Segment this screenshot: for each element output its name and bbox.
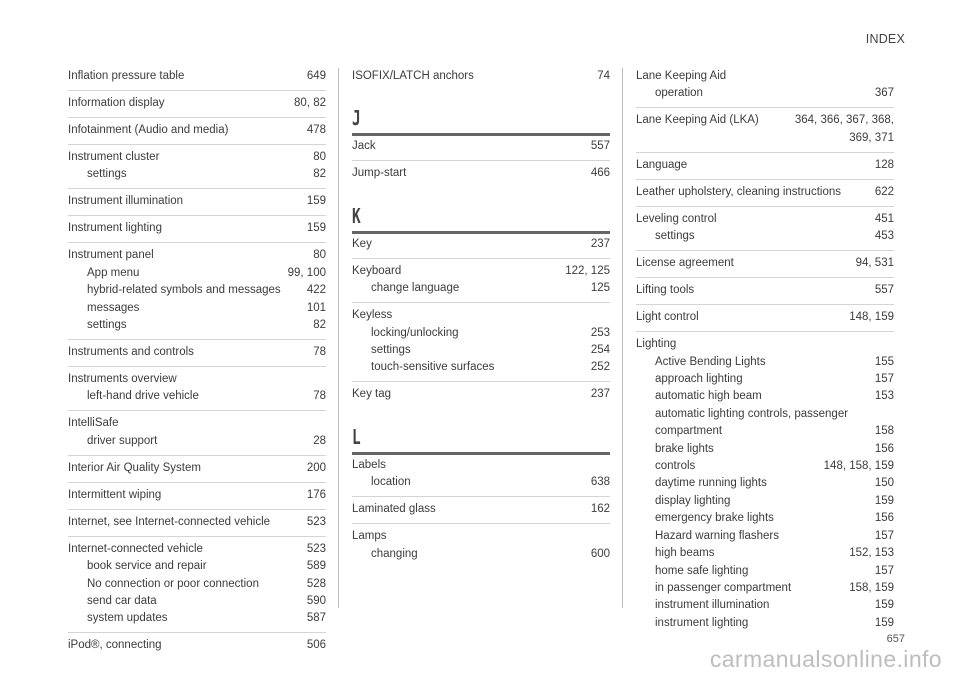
index-entry <box>68 242 326 334</box>
index-entry <box>68 144 326 184</box>
index-page-refs: 128 <box>874 158 894 171</box>
index-term: Information display <box>68 97 165 109</box>
index-page-refs: 78 <box>313 346 326 359</box>
index-page-refs: 200 <box>306 461 326 474</box>
index-term: Lighting <box>636 338 677 351</box>
index-subpage-refs: 153 <box>874 390 894 403</box>
index-page-refs: 94, 531 <box>855 257 894 270</box>
index-subpage-refs: 254 <box>590 344 610 357</box>
index-entry-main <box>636 277 894 299</box>
index-entry-main <box>68 366 326 388</box>
index-entry <box>68 455 326 477</box>
index-term: Lifting tools <box>636 284 695 297</box>
index-term: Light control <box>636 311 699 324</box>
index-subpage-refs: 638 <box>590 476 610 489</box>
index-subterm: compartment <box>655 425 723 438</box>
index-term: Keyboard <box>352 264 402 277</box>
index-entry-main <box>68 90 326 112</box>
index-entry <box>68 410 326 450</box>
index-subterm: instrument illumination <box>655 599 770 612</box>
index-entry-main <box>636 331 894 353</box>
index-entry-main <box>352 138 610 155</box>
index-subterm: emergency brake lights <box>655 512 774 525</box>
section-rule <box>352 133 610 136</box>
index-page-refs: 80 <box>313 151 326 163</box>
index-subpage-refs: 159 <box>874 616 894 629</box>
index-subterm: settings <box>371 344 411 357</box>
index-subentry <box>68 610 326 627</box>
index-subentry <box>636 597 894 614</box>
letter-section-heading <box>352 203 610 234</box>
index-entry <box>68 215 326 237</box>
index-page-refs: 649 <box>306 70 326 82</box>
index-entry <box>68 90 326 112</box>
index-subterm: display lighting <box>655 494 731 507</box>
index-entry <box>352 523 610 563</box>
index-entry-main <box>68 482 326 504</box>
section-letter: J <box>352 106 361 131</box>
index-entry <box>68 188 326 210</box>
index-subentry <box>68 593 326 610</box>
index-entry-main <box>352 160 610 182</box>
index-term: Key tag <box>352 388 391 401</box>
index-subpage-refs: 157 <box>874 529 894 542</box>
page-number: 657 <box>886 633 905 645</box>
index-subentry <box>68 166 326 183</box>
index-subentry <box>636 388 894 405</box>
index-subterm: settings <box>87 168 127 181</box>
index-term: Leather upholstery, cleaning instructions <box>636 185 841 198</box>
index-entry-main <box>68 455 326 477</box>
index-entry <box>68 536 326 628</box>
index-entry-main <box>352 496 610 518</box>
index-entry-main <box>352 523 610 545</box>
index-subpage-refs: 82 <box>313 168 326 181</box>
index-subentry <box>68 317 326 334</box>
index-subentry <box>636 545 894 562</box>
index-subpage-refs: 157 <box>874 564 894 577</box>
index-term: Leveling control <box>636 212 717 225</box>
index-entry-main <box>68 68 326 85</box>
index-page-refs: 80, 82 <box>294 97 326 109</box>
index-entry <box>68 68 326 85</box>
index-page-refs: 506 <box>306 639 326 652</box>
index-subpage-refs: 156 <box>874 512 894 525</box>
index-entry <box>636 250 894 272</box>
index-term: Laminated glass <box>352 503 436 516</box>
index-subpage-refs: 589 <box>306 560 326 573</box>
index-column-1 <box>68 68 326 655</box>
index-subpage-refs: 156 <box>874 442 894 455</box>
index-subentry <box>352 546 610 563</box>
index-subpage-refs: 587 <box>306 612 326 625</box>
index-subpage-refs: 252 <box>590 361 610 374</box>
index-page-refs: 74 <box>597 70 610 82</box>
index-subterm: high beams <box>655 547 715 560</box>
index-subpage-refs: 99, 100 <box>287 266 326 279</box>
index-page-refs: 176 <box>306 488 326 501</box>
index-subpage-refs: 253 <box>590 326 610 339</box>
index-subentry <box>636 475 894 492</box>
index-entry <box>636 277 894 299</box>
index-term: Instruments overview <box>68 373 177 386</box>
index-subpage-refs: 367 <box>874 87 894 100</box>
letter-section-heading <box>352 105 610 136</box>
index-column-3 <box>636 68 894 632</box>
index-entry-main <box>68 509 326 531</box>
index-subentry <box>68 558 326 575</box>
index-subpage-refs: 28 <box>313 434 326 447</box>
index-term: Interior Air Quality System <box>68 461 201 474</box>
index-entry <box>352 381 610 403</box>
index-term: Jack <box>352 140 376 153</box>
index-subterm: location <box>371 476 411 489</box>
index-entry-main <box>68 339 326 361</box>
index-entry <box>352 258 610 298</box>
index-page-refs: 451 <box>874 212 894 225</box>
index-subpage-refs: 152, 153 <box>849 547 894 560</box>
index-subentry <box>636 441 894 458</box>
index-entry <box>636 68 894 103</box>
index-subpage-refs: 157 <box>874 373 894 386</box>
index-subentry <box>68 576 326 593</box>
index-entry-main <box>352 381 610 403</box>
index-page-refs: 523 <box>306 542 326 555</box>
index-entry-main <box>636 206 894 228</box>
index-subterm: changing <box>371 547 418 560</box>
index-page-refs: 466 <box>590 167 610 180</box>
index-entry-main <box>68 144 326 166</box>
index-subentry <box>68 433 326 450</box>
index-term: iPod®, connecting <box>68 639 162 652</box>
index-entry <box>352 236 610 253</box>
index-entry-main <box>352 258 610 280</box>
index-entry <box>352 496 610 518</box>
index-entry <box>68 339 326 361</box>
index-entry-main <box>68 536 326 558</box>
index-entry <box>352 457 610 492</box>
index-header-title: INDEX <box>865 32 905 46</box>
index-term: ISOFIX/LATCH anchors <box>352 70 474 82</box>
index-subterm: App menu <box>87 266 140 279</box>
index-term: Labels <box>352 458 386 471</box>
index-subterm: Active Bending Lights <box>655 355 766 368</box>
index-page-refs: 622 <box>874 185 894 198</box>
index-term: IntelliSafe <box>68 417 119 430</box>
index-subterm: hybrid-related symbols and messages <box>87 284 281 297</box>
index-subterm: controls <box>655 460 696 473</box>
index-subterm: automatic high beam <box>655 390 762 403</box>
index-entry <box>352 302 610 377</box>
index-entry <box>68 366 326 406</box>
column-divider <box>622 68 623 608</box>
index-subpage-refs: 78 <box>313 390 326 403</box>
index-entry-main <box>636 68 894 85</box>
index-column-2 <box>352 68 610 563</box>
index-entry <box>636 331 894 632</box>
index-page-refs: 159 <box>306 222 326 235</box>
index-subterm: driver support <box>87 434 158 447</box>
index-entry <box>636 152 894 174</box>
index-page-refs: 523 <box>306 515 326 528</box>
index-subpage-refs: 158, 159 <box>849 581 894 594</box>
index-page-refs: 122, 125 <box>565 264 610 277</box>
index-subentry <box>352 474 610 491</box>
index-subterm: brake lights <box>655 442 714 455</box>
index-entry <box>352 160 610 182</box>
index-subentry <box>636 615 894 632</box>
index-entry-main <box>68 117 326 139</box>
index-entry-main <box>636 107 894 147</box>
index-term: Instrument cluster <box>68 151 160 163</box>
index-subterm: settings <box>87 319 127 332</box>
index-subpage-refs: 150 <box>874 477 894 490</box>
index-subentry <box>68 265 326 282</box>
index-subentry <box>352 280 610 297</box>
index-subterm: settings <box>655 230 695 243</box>
index-subterm: No connection or poor connection <box>87 577 259 590</box>
index-subpage-refs: 101 <box>306 301 326 314</box>
index-subterm: send car data <box>87 595 157 608</box>
section-rule <box>352 452 610 455</box>
index-entry-main <box>636 304 894 326</box>
index-entry-main <box>636 152 894 174</box>
index-subterm: change language <box>371 282 460 295</box>
index-page-refs: 237 <box>590 237 610 250</box>
index-subterm: system updates <box>87 612 168 625</box>
index-term: Instrument panel <box>68 249 154 262</box>
index-entry-main <box>636 250 894 272</box>
index-subentry <box>352 325 610 342</box>
index-entry-main <box>68 188 326 210</box>
index-subpage-refs: 155 <box>874 355 894 368</box>
index-entry <box>636 304 894 326</box>
index-entry <box>68 632 326 654</box>
index-subentry <box>636 423 894 440</box>
index-term: Infotainment (Audio and media) <box>68 124 229 136</box>
index-subentry <box>636 580 894 597</box>
index-entry-main <box>352 457 610 474</box>
index-page-refs: 364, 366, 367, 368, 369, 371 <box>794 114 894 144</box>
index-subterm: messages <box>87 301 140 314</box>
index-term: Inflation pressure table <box>68 70 185 82</box>
index-entry-main <box>68 242 326 264</box>
index-subpage-refs: 158 <box>874 425 894 438</box>
index-entry <box>68 509 326 531</box>
index-subterm: home safe lighting <box>655 564 749 577</box>
index-entry-main <box>68 215 326 237</box>
index-page-refs: 478 <box>306 124 326 136</box>
index-subterm: instrument lighting <box>655 616 749 629</box>
index-term: Lamps <box>352 530 387 543</box>
index-subpage-refs: 590 <box>306 595 326 608</box>
index-subterm: Hazard warning flashers <box>655 529 780 542</box>
index-term: Internet-connected vehicle <box>68 542 203 555</box>
index-term: License agreement <box>636 257 734 270</box>
index-entry-main <box>68 632 326 654</box>
index-term: Language <box>636 158 688 171</box>
index-entry <box>68 482 326 504</box>
index-subentry <box>636 371 894 388</box>
index-subpage-refs: 600 <box>590 547 610 560</box>
index-subentry <box>636 354 894 371</box>
index-subentry <box>352 342 610 359</box>
section-rule <box>352 231 610 234</box>
index-entry <box>352 138 610 155</box>
index-subterm: in passenger compartment <box>655 581 792 594</box>
index-subterm: automatic lighting controls, passenger <box>655 407 849 420</box>
index-entry <box>68 117 326 139</box>
section-letter: K <box>352 203 361 228</box>
index-subpage-refs: 453 <box>874 230 894 243</box>
index-page-refs: 557 <box>874 284 894 297</box>
index-subterm: touch-sensitive surfaces <box>371 361 495 374</box>
index-subpage-refs: 159 <box>874 494 894 507</box>
letter-section-heading <box>352 424 610 455</box>
watermark: carmanualsonline.info <box>709 646 942 672</box>
index-entry <box>636 179 894 201</box>
index-subentry <box>636 458 894 475</box>
index-entry-main <box>352 236 610 253</box>
index-page-refs: 159 <box>306 195 326 208</box>
index-subentry <box>636 563 894 580</box>
index-subterm: book service and repair <box>87 560 207 573</box>
index-subentry <box>68 282 326 299</box>
index-subentry <box>636 85 894 102</box>
index-subentry <box>68 300 326 317</box>
index-subpage-refs: 528 <box>306 577 326 590</box>
index-subterm: operation <box>655 87 703 100</box>
index-subentry <box>68 388 326 405</box>
index-term: Lane Keeping Aid <box>636 70 727 82</box>
index-subpage-refs: 82 <box>313 319 326 332</box>
index-term: Key <box>352 237 372 250</box>
index-term: Jump-start <box>352 167 407 180</box>
index-page-refs: 237 <box>590 388 610 401</box>
index-page-refs: 148, 159 <box>849 311 894 324</box>
index-subentry <box>636 528 894 545</box>
index-term: Lane Keeping Aid (LKA) <box>636 114 759 127</box>
index-subpage-refs: 159 <box>874 599 894 612</box>
index-subterm: left-hand drive vehicle <box>87 390 199 403</box>
index-page-refs: 80 <box>313 249 326 262</box>
index-subentry <box>352 359 610 376</box>
index-subterm: approach lighting <box>655 373 743 386</box>
index-page-refs: 162 <box>590 503 610 516</box>
index-entry-main <box>352 302 610 324</box>
index-subentry <box>636 406 894 423</box>
index-entry <box>352 68 610 85</box>
index-term: Intermittent wiping <box>68 488 162 501</box>
index-subentry <box>636 493 894 510</box>
index-entry <box>636 206 894 246</box>
index-term: Keyless <box>352 309 393 322</box>
index-subpage-refs: 125 <box>590 282 610 295</box>
index-entry-main <box>636 179 894 201</box>
index-entry <box>636 107 894 147</box>
index-subpage-refs: 422 <box>306 284 326 297</box>
index-page-refs: 557 <box>590 140 610 153</box>
index-subentry <box>636 510 894 527</box>
section-letter: L <box>352 424 361 449</box>
index-term: Instruments and controls <box>68 346 194 359</box>
index-term: Internet, see Internet-connected vehicle <box>68 515 271 528</box>
index-entry-main <box>68 410 326 432</box>
index-entry-main <box>352 68 610 85</box>
index-term: Instrument lighting <box>68 222 162 235</box>
index-subentry <box>636 228 894 245</box>
index-subterm: locking/unlocking <box>371 326 459 339</box>
index-subterm: daytime running lights <box>655 477 767 490</box>
index-subpage-refs: 148, 158, 159 <box>823 460 894 473</box>
index-term: Instrument illumination <box>68 195 184 208</box>
column-divider <box>338 68 339 608</box>
